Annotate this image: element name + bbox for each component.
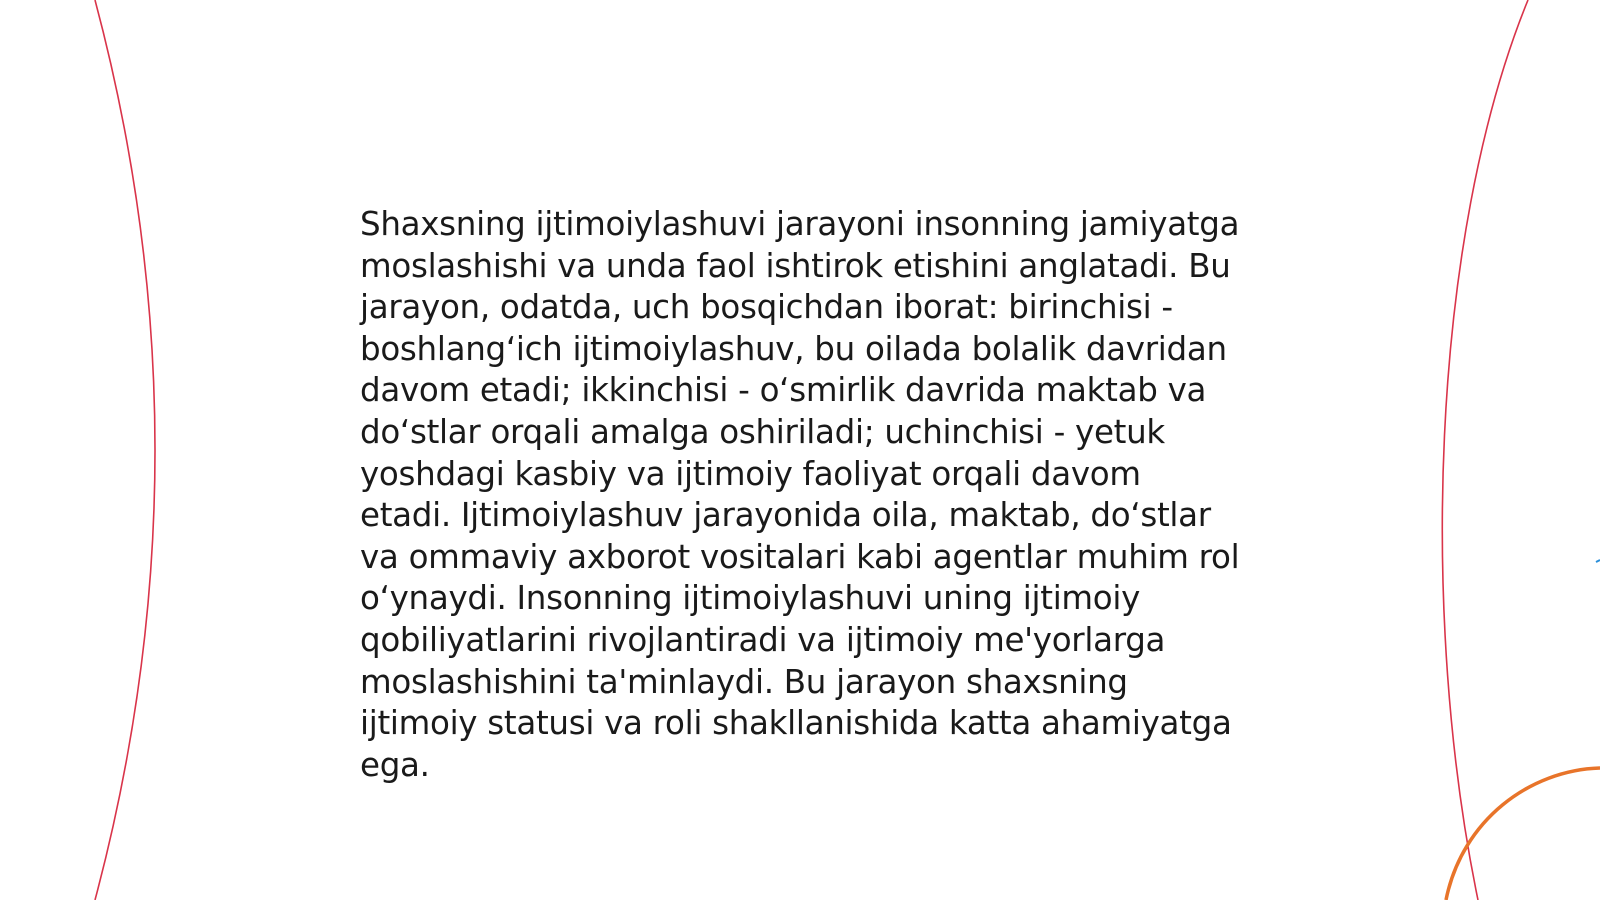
left-red-curve bbox=[95, 0, 155, 900]
orange-arc bbox=[1446, 768, 1600, 900]
slide-body-text: Shaxsning ijtimoiylashuvi jarayoni insonning jamiyatga moslashishi va unda faol ishtirok etishini anglatadi. Bu jarayon, odatda, uch bosqichdan iborat: birinchisi - boshlang‘ich ijtimoiylashuv, bu oilada bolalik davridan davom etadi; ikkinchisi - o‘smirlik davrida maktab va do‘stlar orqali amalga oshiriladi; uchinchisi - yetuk yoshdagi kasbiy va ijtimoiy faoliyat orqali davom etadi. Ijtimoiylashuv jarayonida oila, maktab, do‘stlar va ommaviy axborot vositalari kabi agentlar muhim rol o‘ynaydi. Insonning ijtimoiylashuvi uning ijtimoiy qobiliyatlarini rivojlantiradi va ijtimoiy me'yorlarga moslashishini ta'minlaydi. Bu jarayon shaxsning ijtimoiy statusi va roli shakllanishida katta ahamiyatga ega. bbox=[360, 205, 1240, 784]
blue-accent-mark bbox=[1596, 560, 1600, 562]
right-red-curve bbox=[1442, 0, 1528, 900]
